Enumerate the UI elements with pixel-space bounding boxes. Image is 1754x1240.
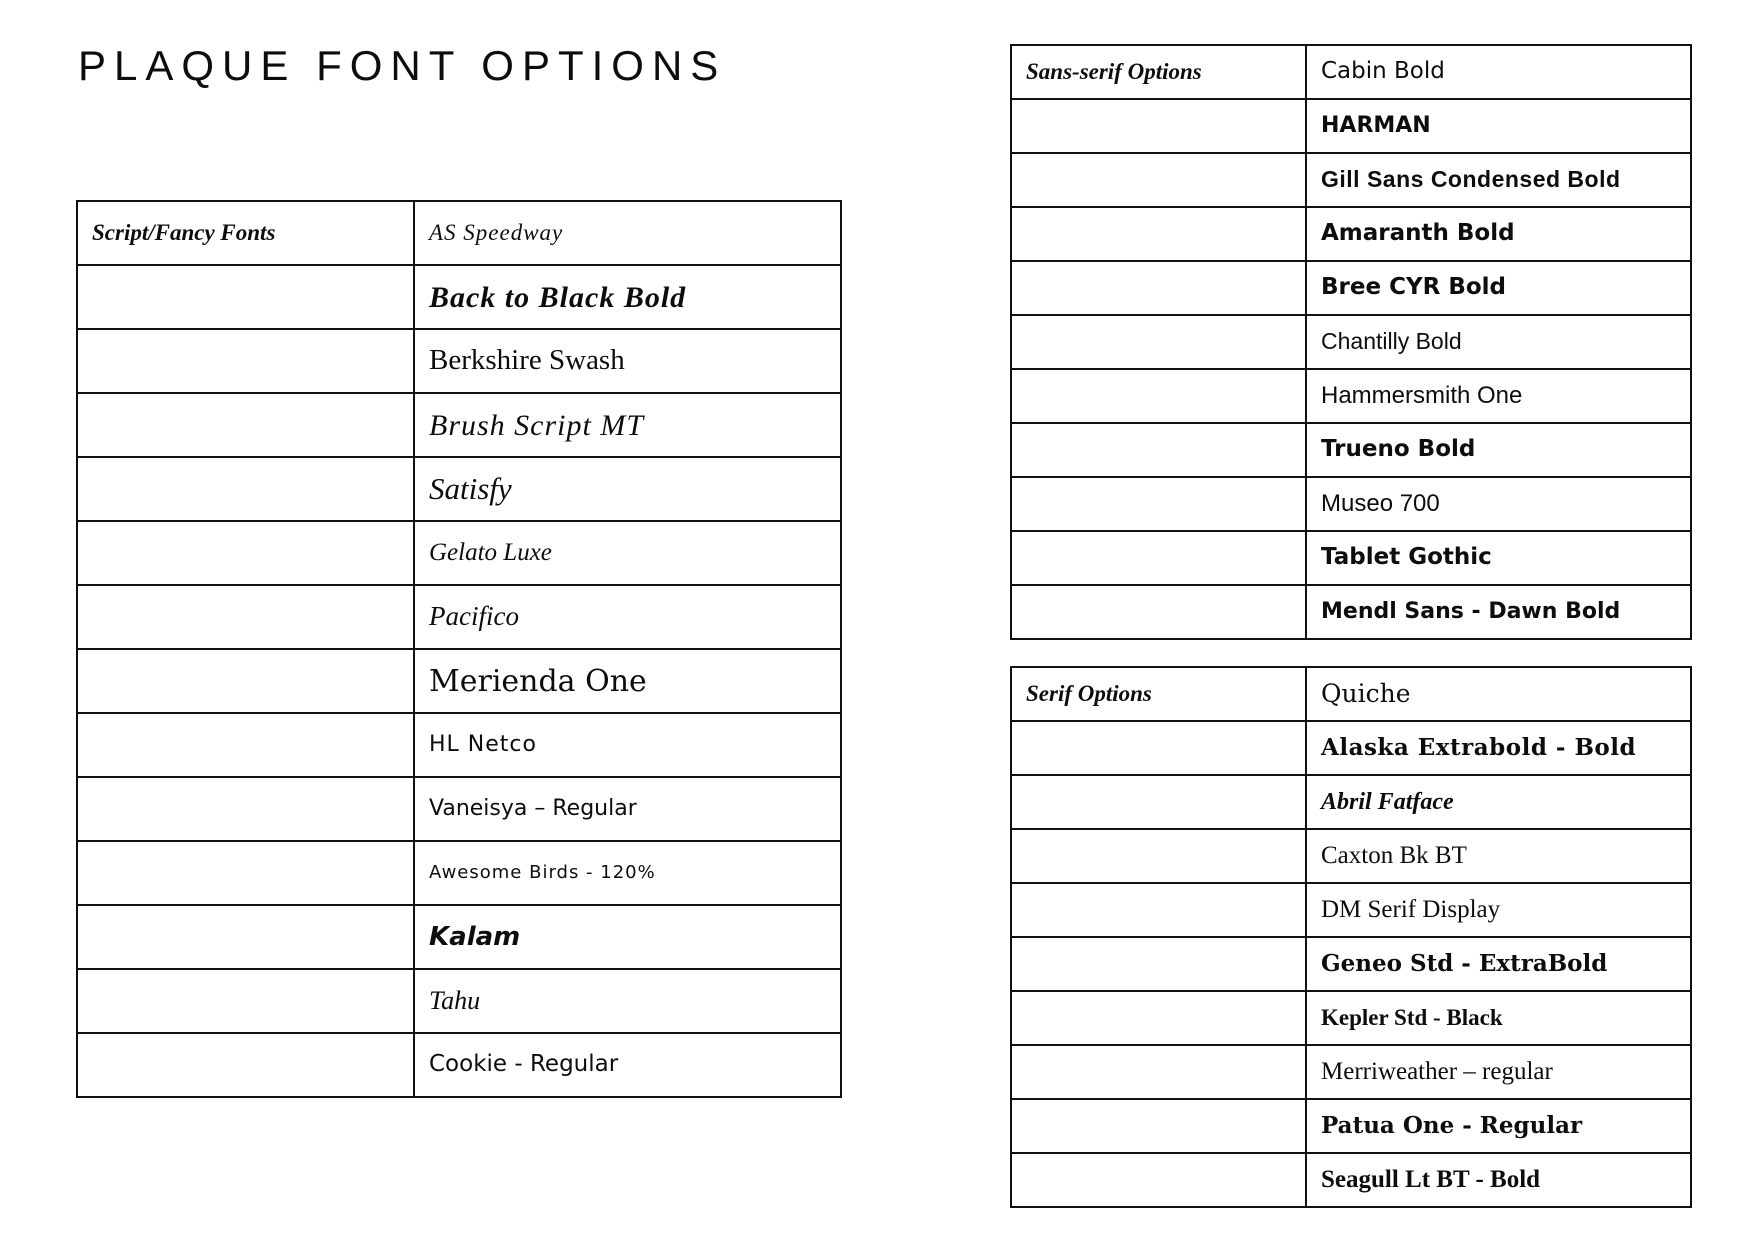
- sans-category-spacer: [1011, 207, 1306, 261]
- script-category-spacer: [77, 841, 414, 905]
- serif-options-body: [1011, 667, 1691, 1207]
- table-row: [1011, 829, 1691, 883]
- table-row: [1011, 1153, 1691, 1207]
- serif-font-sample: Geneo Std - ExtraBold: [1306, 937, 1691, 991]
- table-row: [1011, 315, 1691, 369]
- script-font-sample: HL Netco: [414, 713, 841, 777]
- table-row: [77, 457, 841, 521]
- serif-font-sample: Abril Fatface: [1306, 775, 1691, 829]
- sans-category-label: Sans-serif Options: [1011, 45, 1306, 99]
- serif-category-spacer: [1011, 1153, 1306, 1207]
- table-row: [77, 521, 841, 585]
- serif-options-table: [1010, 666, 1692, 1208]
- script-category-spacer: [77, 521, 414, 585]
- table-row: [77, 1033, 841, 1097]
- script-category-spacer: [77, 969, 414, 1033]
- table-row: [1011, 99, 1691, 153]
- script-category-spacer: [77, 457, 414, 521]
- serif-font-sample: Seagull Lt BT - Bold: [1306, 1153, 1691, 1207]
- serif-category-spacer: [1011, 937, 1306, 991]
- serif-font-sample: Merriweather – regular: [1306, 1045, 1691, 1099]
- sans-category-spacer: [1011, 531, 1306, 585]
- script-category-label: Script/Fancy Fonts: [77, 201, 414, 265]
- table-row: [77, 265, 841, 329]
- table-row: [1011, 207, 1691, 261]
- table-row: [1011, 45, 1691, 99]
- table-row: [77, 201, 841, 265]
- script-fancy-fonts-body: [77, 201, 841, 1097]
- serif-category-spacer: [1011, 775, 1306, 829]
- table-row: [1011, 721, 1691, 775]
- sans-category-spacer: [1011, 99, 1306, 153]
- script-font-sample: Brush Script MT: [414, 393, 841, 457]
- sans-font-sample: Bree CYR Bold: [1306, 261, 1691, 315]
- table-row: [77, 649, 841, 713]
- sans-category-spacer: [1011, 261, 1306, 315]
- table-row: [1011, 585, 1691, 639]
- table-row: [1011, 1099, 1691, 1153]
- table-row: [77, 393, 841, 457]
- serif-category-spacer: [1011, 883, 1306, 937]
- script-category-spacer: [77, 393, 414, 457]
- script-font-sample: AS Speedway: [414, 201, 841, 265]
- page-title: PLAQUE FONT OPTIONS: [78, 42, 727, 89]
- script-font-sample: Merienda One: [414, 649, 841, 713]
- script-font-sample: Awesome Birds - 120%: [414, 841, 841, 905]
- serif-font-sample: Alaska Extrabold - Bold: [1306, 721, 1691, 775]
- script-category-spacer: [77, 713, 414, 777]
- sans-category-spacer: [1011, 423, 1306, 477]
- sans-font-sample: Chantilly Bold: [1306, 315, 1691, 369]
- table-row: [1011, 937, 1691, 991]
- sans-category-spacer: [1011, 369, 1306, 423]
- sans-font-sample: Cabin Bold: [1306, 45, 1691, 99]
- table-row: [1011, 477, 1691, 531]
- serif-category-spacer: [1011, 1045, 1306, 1099]
- table-row: [77, 585, 841, 649]
- script-font-sample: Cookie - Regular: [414, 1033, 841, 1097]
- script-font-sample: Satisfy: [414, 457, 841, 521]
- sans-font-sample: Trueno Bold: [1306, 423, 1691, 477]
- script-category-spacer: [77, 585, 414, 649]
- sans-font-sample: Museo 700: [1306, 477, 1691, 531]
- script-font-sample: Vaneisya – Regular: [414, 777, 841, 841]
- sans-category-spacer: [1011, 153, 1306, 207]
- table-row: [1011, 667, 1691, 721]
- table-row: [1011, 261, 1691, 315]
- sans-category-spacer: [1011, 477, 1306, 531]
- script-category-spacer: [77, 649, 414, 713]
- serif-category-spacer: [1011, 829, 1306, 883]
- script-category-spacer: [77, 265, 414, 329]
- table-row: [1011, 369, 1691, 423]
- table-row: [1011, 883, 1691, 937]
- table-row: [1011, 1045, 1691, 1099]
- sans-serif-options-table: [1010, 44, 1692, 640]
- sans-font-sample: Tablet Gothic: [1306, 531, 1691, 585]
- script-font-sample: Berkshire Swash: [414, 329, 841, 393]
- sans-category-spacer: [1011, 315, 1306, 369]
- script-font-sample: Tahu: [414, 969, 841, 1033]
- serif-category-spacer: [1011, 991, 1306, 1045]
- sans-category-spacer: [1011, 585, 1306, 639]
- sans-font-sample: Gill Sans Condensed Bold: [1306, 153, 1691, 207]
- serif-font-sample: Patua One - Regular: [1306, 1099, 1691, 1153]
- serif-font-sample: DM Serif Display: [1306, 883, 1691, 937]
- table-row: [77, 713, 841, 777]
- table-row: [77, 329, 841, 393]
- sans-font-sample: Mendl Sans - Dawn Bold: [1306, 585, 1691, 639]
- script-category-spacer: [77, 329, 414, 393]
- script-category-spacer: [77, 905, 414, 969]
- serif-category-label: Serif Options: [1011, 667, 1306, 721]
- script-font-sample: Pacifico: [414, 585, 841, 649]
- sans-font-sample: HARMAN: [1306, 99, 1691, 153]
- script-category-spacer: [77, 777, 414, 841]
- table-row: [1011, 531, 1691, 585]
- table-row: [1011, 423, 1691, 477]
- table-row: [1011, 775, 1691, 829]
- script-font-sample: Gelato Luxe: [414, 521, 841, 585]
- serif-font-sample: Quiche: [1306, 667, 1691, 721]
- table-row: [1011, 153, 1691, 207]
- table-row: [1011, 991, 1691, 1045]
- script-font-sample: Back to Black Bold: [414, 265, 841, 329]
- serif-category-spacer: [1011, 721, 1306, 775]
- serif-font-sample: Caxton Bk BT: [1306, 829, 1691, 883]
- serif-category-spacer: [1011, 1099, 1306, 1153]
- table-row: [77, 841, 841, 905]
- script-fancy-fonts-table: [76, 200, 842, 1098]
- table-row: [77, 905, 841, 969]
- serif-font-sample: Kepler Std - Black: [1306, 991, 1691, 1045]
- sans-font-sample: Amaranth Bold: [1306, 207, 1691, 261]
- sans-serif-options-body: [1011, 45, 1691, 639]
- table-row: [77, 969, 841, 1033]
- script-category-spacer: [77, 1033, 414, 1097]
- table-row: [77, 777, 841, 841]
- script-font-sample: Kalam: [414, 905, 841, 969]
- sans-font-sample: Hammersmith One: [1306, 369, 1691, 423]
